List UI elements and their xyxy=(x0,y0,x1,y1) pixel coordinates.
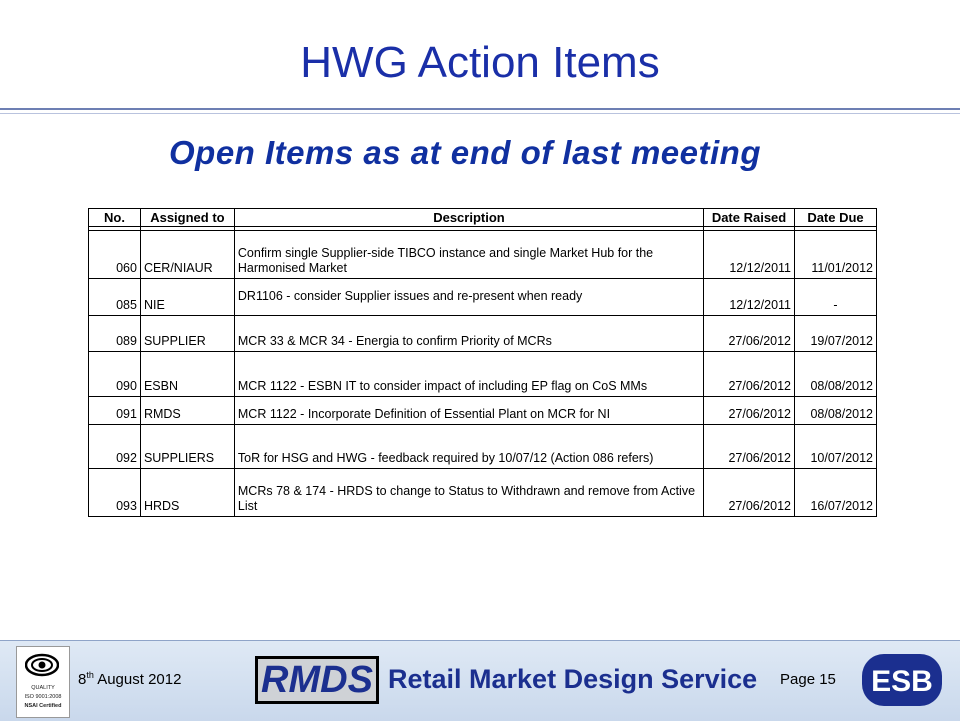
cell-date-raised: 27/06/2012 xyxy=(704,425,795,469)
cell-date-raised: 12/12/2011 xyxy=(704,231,795,279)
cell-date-due: 10/07/2012 xyxy=(795,425,877,469)
cell-description: MCRs 78 & 174 - HRDS to change to Status to Withdrawn and remove from Active List xyxy=(234,469,703,517)
cell-date-due: - xyxy=(795,279,877,316)
cell-no: 091 xyxy=(89,397,141,425)
cell-assigned: SUPPLIERS xyxy=(140,425,234,469)
action-items-table xyxy=(88,208,877,517)
nsai-text-quality: QUALITY xyxy=(31,685,55,691)
slide-title: HWG Action Items xyxy=(300,38,660,87)
rmds-logo-text: RMDS xyxy=(261,659,373,701)
cell-no: 089 xyxy=(89,316,141,352)
footer-date-day: 8 xyxy=(78,671,87,688)
esb-logo-text: ESB xyxy=(871,665,933,698)
cell-date-raised: 27/06/2012 xyxy=(704,397,795,425)
cell-assigned: SUPPLIER xyxy=(140,316,234,352)
table-row xyxy=(89,352,877,397)
title-divider-thin xyxy=(0,113,960,114)
cell-date-raised: 12/12/2011 xyxy=(704,279,795,316)
cell-assigned: RMDS xyxy=(140,397,234,425)
cell-no: 093 xyxy=(89,469,141,517)
cell-no: 060 xyxy=(89,231,141,279)
header-no: No. xyxy=(89,209,141,227)
footer-date-suffix: th xyxy=(86,670,94,680)
cell-description: MCR 33 & MCR 34 - Energia to confirm Priority of MCRs xyxy=(234,316,703,352)
cell-description: Confirm single Supplier-side TIBCO instance and single Market Hub for the Harmonised Market xyxy=(234,231,703,279)
cell-description: ToR for HSG and HWG - feedback required by 10/07/12 (Action 086 refers) xyxy=(234,425,703,469)
cell-date-due: 11/01/2012 xyxy=(795,231,877,279)
title-divider xyxy=(0,108,960,110)
nsai-text-certified: NSAI Certified xyxy=(24,703,62,709)
cell-date-raised: 27/06/2012 xyxy=(704,469,795,517)
cell-no: 092 xyxy=(89,425,141,469)
cell-date-due: 08/08/2012 xyxy=(795,352,877,397)
footer-date-rest: August 2012 xyxy=(93,671,182,688)
footer-date xyxy=(78,670,181,688)
table-row xyxy=(89,397,877,425)
header-date-raised: Date Raised xyxy=(704,209,795,227)
cell-assigned: CER/NIAUR xyxy=(140,231,234,279)
cell-description: MCR 1122 - ESBN IT to consider impact of including EP flag on CoS MMs xyxy=(234,352,703,397)
table-row xyxy=(89,316,877,352)
table-row xyxy=(89,469,877,517)
service-name: Retail Market Design Service xyxy=(388,664,758,694)
cell-assigned: ESBN xyxy=(140,352,234,397)
cell-description: MCR 1122 - Incorporate Definition of Essential Plant on MCR for NI xyxy=(234,397,703,425)
nsai-eye-icon xyxy=(25,652,59,678)
table-row xyxy=(89,425,877,469)
table-row xyxy=(89,231,877,279)
cell-no: 085 xyxy=(89,279,141,316)
rmds-logo xyxy=(255,656,379,704)
header-assigned-to: Assigned to xyxy=(140,209,234,227)
cell-date-due: 16/07/2012 xyxy=(795,469,877,517)
slide-subtitle: Open Items as at end of last meeting xyxy=(169,134,761,171)
cell-assigned: NIE xyxy=(140,279,234,316)
header-description: Description xyxy=(234,209,703,227)
cell-assigned: HRDS xyxy=(140,469,234,517)
cell-no: 090 xyxy=(89,352,141,397)
cell-date-raised: 27/06/2012 xyxy=(704,316,795,352)
cell-description: DR1106 - consider Supplier issues and re-present when ready xyxy=(234,279,703,316)
page-number: Page 15 xyxy=(780,671,836,688)
cell-date-due: 19/07/2012 xyxy=(795,316,877,352)
header-date-due: Date Due xyxy=(795,209,877,227)
table-header-row xyxy=(89,209,877,227)
esb-logo xyxy=(860,652,944,708)
cell-date-due: 08/08/2012 xyxy=(795,397,877,425)
nsai-text-iso: ISO 9001:2008 xyxy=(24,694,62,700)
nsai-certification-logo xyxy=(16,646,70,718)
cell-date-raised: 27/06/2012 xyxy=(704,352,795,397)
table-row xyxy=(89,279,877,316)
